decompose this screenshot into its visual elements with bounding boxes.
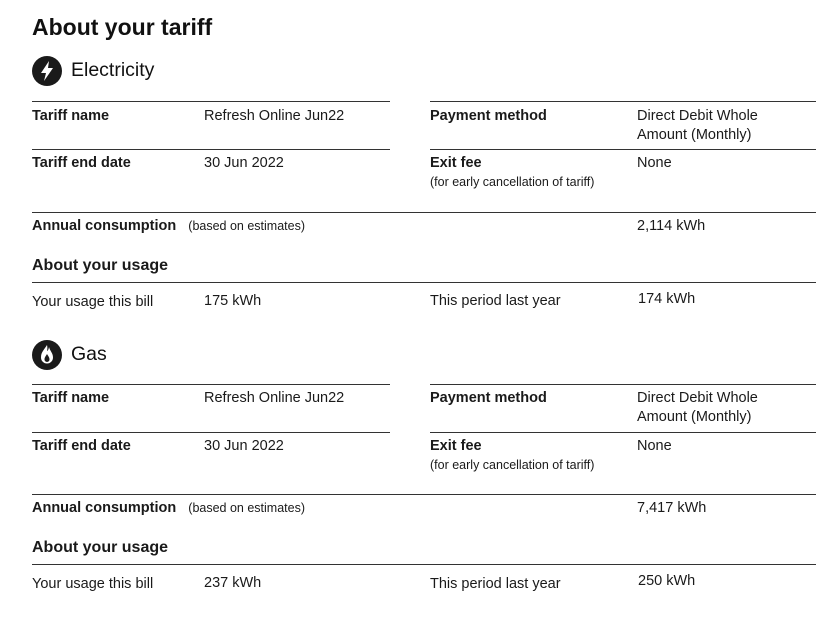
- exit-fee-value: None: [637, 155, 672, 171]
- tariff-name-label: Tariff name: [32, 108, 110, 124]
- usage-heading: About your usage: [32, 539, 169, 556]
- payment-method-value: Direct Debit Whole Amount (Monthly): [637, 108, 758, 143]
- flame-icon: [32, 340, 62, 370]
- divider: [32, 101, 390, 102]
- exit-fee-note: (for early cancellation of tariff): [430, 175, 595, 189]
- gas-section-title: Gas: [71, 343, 107, 365]
- usage-heading: About your usage: [32, 257, 169, 274]
- last-year-value: 250 kWh: [638, 573, 696, 589]
- exit-fee-label: Exit fee: [430, 155, 482, 171]
- annual-consumption-note: (based on estimates): [188, 501, 306, 515]
- divider: [32, 149, 390, 150]
- payment-method-label: Payment method: [430, 108, 547, 124]
- annual-consumption-label: [32, 218, 305, 234]
- annual-consumption-note: (based on estimates): [188, 219, 306, 233]
- usage-this-bill-value: 175 kWh: [204, 293, 262, 309]
- annual-consumption-value: 7,417 kWh: [637, 500, 707, 516]
- divider: [430, 101, 816, 102]
- last-year-label: This period last year: [430, 576, 561, 592]
- last-year-value: 174 kWh: [638, 291, 696, 307]
- page-title: About your tariff: [32, 14, 213, 40]
- last-year-label: This period last year: [430, 293, 561, 309]
- divider: [430, 149, 816, 150]
- usage-this-bill-label: Your usage this bill: [32, 294, 154, 310]
- annual-consumption-title: Annual consumption: [32, 500, 177, 516]
- divider: [32, 384, 390, 385]
- exit-fee-note: (for early cancellation of tariff): [430, 458, 595, 472]
- tariff-end-date-label: Tariff end date: [32, 155, 131, 171]
- annual-consumption-label: [32, 500, 305, 516]
- divider: [32, 432, 390, 433]
- divider: [430, 432, 816, 433]
- tariff-name-value: Refresh Online Jun22: [204, 108, 345, 124]
- usage-this-bill-label: Your usage this bill: [32, 576, 154, 592]
- payment-method-label: Payment method: [430, 390, 547, 406]
- tariff-end-date-label: Tariff end date: [32, 438, 131, 454]
- tariff-name-label: Tariff name: [32, 390, 110, 406]
- exit-fee-label: Exit fee: [430, 438, 482, 454]
- tariff-name-value: Refresh Online Jun22: [204, 390, 345, 406]
- lightning-bolt-icon: [32, 56, 62, 86]
- usage-this-bill-value: 237 kWh: [204, 575, 262, 591]
- divider: [32, 212, 816, 213]
- exit-fee-value: None: [637, 438, 672, 454]
- electricity-section-title: Electricity: [71, 59, 155, 81]
- tariff-end-date-value: 30 Jun 2022: [204, 155, 284, 171]
- divider: [32, 494, 816, 495]
- payment-method-value: Direct Debit Whole Amount (Monthly): [637, 390, 758, 425]
- divider: [32, 564, 816, 565]
- divider: [430, 384, 816, 385]
- annual-consumption-title: Annual consumption: [32, 218, 177, 234]
- divider: [32, 282, 816, 283]
- tariff-end-date-value: 30 Jun 2022: [204, 438, 284, 454]
- annual-consumption-value: 2,114 kWh: [637, 218, 706, 234]
